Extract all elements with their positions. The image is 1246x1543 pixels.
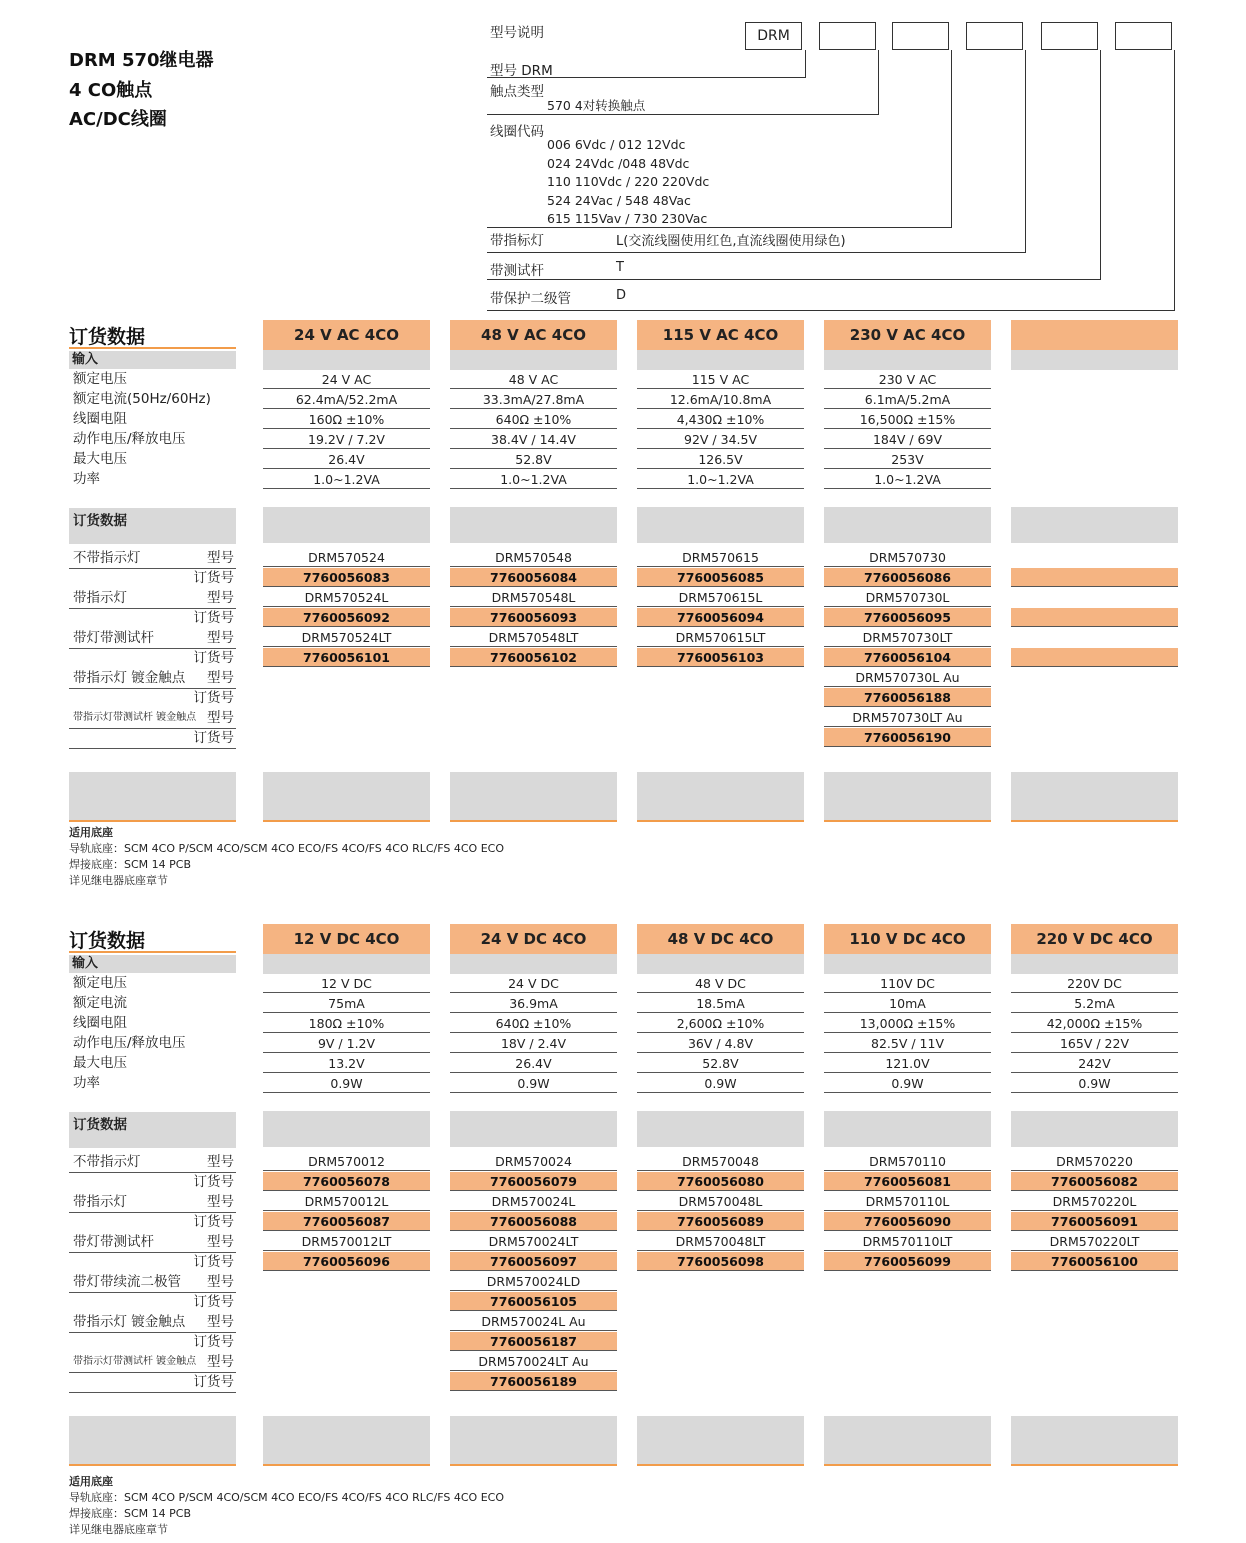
column-subheader bbox=[824, 350, 991, 370]
order-number: 7760056189 bbox=[450, 1372, 617, 1391]
order-number: 7760056097 bbox=[450, 1252, 617, 1271]
param-label: 额定电压 bbox=[73, 975, 127, 991]
coil-code: 024 24Vdc /048 48Vdc bbox=[547, 156, 690, 171]
order-number: 7760056190 bbox=[824, 728, 991, 747]
param-value: 33.3mA/27.8mA bbox=[450, 390, 617, 409]
column-header: 110 V DC 4CO bbox=[824, 924, 991, 954]
param-value: 62.4mA/52.2mA bbox=[263, 390, 430, 409]
param-label: 最大电压 bbox=[73, 451, 127, 467]
type-number: DRM570024 bbox=[450, 1152, 617, 1171]
type-key-led-label: 带指标灯 bbox=[490, 233, 544, 249]
type-number: DRM570024L Au bbox=[450, 1312, 617, 1331]
dc-input-label: 输入 bbox=[69, 955, 236, 973]
param-value: 0.9W bbox=[824, 1074, 991, 1093]
footer-line: 详见继电器底座章节 bbox=[69, 874, 168, 887]
order-number-label: 订货号 bbox=[193, 1214, 234, 1230]
column-subheader bbox=[637, 350, 804, 370]
type-key-test-value: T bbox=[616, 260, 624, 275]
footer-bar bbox=[450, 772, 617, 822]
order-row-type-label bbox=[73, 1352, 234, 1372]
param-value: 26.4V bbox=[450, 1054, 617, 1073]
footer-bar bbox=[824, 772, 991, 822]
type-key-diode-value: D bbox=[616, 288, 627, 303]
column-subheader bbox=[450, 350, 617, 370]
order-number-label: 订货号 bbox=[193, 650, 234, 666]
order-header-bar bbox=[450, 1111, 617, 1147]
footer-bar bbox=[637, 772, 804, 822]
order-header-bar bbox=[637, 507, 804, 543]
type-number: DRM570220L bbox=[1011, 1192, 1178, 1211]
param-value: 9V / 1.2V bbox=[263, 1034, 430, 1053]
type-number: DRM570730LT bbox=[824, 628, 991, 647]
type-number: DRM570048 bbox=[637, 1152, 804, 1171]
order-header-bar bbox=[824, 1111, 991, 1147]
param-label: 额定电流 bbox=[73, 995, 127, 1011]
ac-input-label: 输入 bbox=[69, 351, 236, 369]
type-number: DRM570024LT bbox=[450, 1232, 617, 1251]
param-value: 160Ω ±10% bbox=[263, 410, 430, 429]
dc-footer-bar bbox=[69, 1416, 236, 1466]
param-value: 242V bbox=[1011, 1054, 1178, 1073]
footer-bar bbox=[824, 1416, 991, 1466]
column-subheader bbox=[824, 954, 991, 974]
order-row-order-label bbox=[73, 648, 234, 668]
column-header: 12 V DC 4CO bbox=[263, 924, 430, 954]
param-value: 0.9W bbox=[263, 1074, 430, 1093]
order-number: 7760056092 bbox=[263, 608, 430, 627]
dc-section-title: 订货数据 bbox=[69, 930, 146, 952]
type-key-box-6 bbox=[1115, 22, 1172, 50]
divider bbox=[951, 50, 952, 228]
param-value: 230 V AC bbox=[824, 370, 991, 389]
column-header: 24 V DC 4CO bbox=[450, 924, 617, 954]
type-key-test-label: 带测试杆 bbox=[490, 263, 544, 279]
order-row-order-label bbox=[73, 688, 234, 708]
param-value: 165V / 22V bbox=[1011, 1034, 1178, 1053]
order-number: 7760056081 bbox=[824, 1172, 991, 1191]
column-subheader bbox=[1011, 954, 1178, 974]
order-number: 7760056188 bbox=[824, 688, 991, 707]
type-number: DRM570615L bbox=[637, 588, 804, 607]
param-value: 13,000Ω ±15% bbox=[824, 1014, 991, 1033]
param-value: 640Ω ±10% bbox=[450, 410, 617, 429]
footer-bar bbox=[637, 1416, 804, 1466]
order-header-bar bbox=[263, 507, 430, 543]
order-number-label: 订货号 bbox=[193, 1254, 234, 1270]
divider bbox=[878, 50, 879, 115]
divider bbox=[487, 279, 1101, 280]
order-number: 7760056086 bbox=[824, 568, 991, 587]
order-number-label: 订货号 bbox=[193, 1374, 234, 1390]
order-number: 7760056103 bbox=[637, 648, 804, 667]
order-row-label: 带灯带测试杆 bbox=[73, 1234, 154, 1250]
order-number-empty bbox=[1011, 568, 1178, 587]
footer-bar bbox=[450, 1416, 617, 1466]
divider bbox=[487, 77, 806, 78]
type-number: DRM570048LT bbox=[637, 1232, 804, 1251]
type-number: DRM570524 bbox=[263, 548, 430, 567]
title-line-2: 4 CO触点 bbox=[69, 80, 153, 101]
order-number: 7760056091 bbox=[1011, 1212, 1178, 1231]
type-label: 型号 bbox=[207, 630, 234, 646]
type-number: DRM570024L bbox=[450, 1192, 617, 1211]
footer-line: 详见继电器底座章节 bbox=[69, 1523, 168, 1536]
order-number-label: 订货号 bbox=[193, 570, 234, 586]
order-number: 7760056084 bbox=[450, 568, 617, 587]
param-value: 220V DC bbox=[1011, 974, 1178, 993]
order-number: 7760056095 bbox=[824, 608, 991, 627]
row-separator bbox=[69, 1392, 236, 1393]
order-row-type-label bbox=[73, 548, 234, 568]
order-number-label: 订货号 bbox=[193, 1294, 234, 1310]
param-label: 额定电压 bbox=[73, 371, 127, 387]
order-number: 7760056094 bbox=[637, 608, 804, 627]
type-key-header: 型号说明 bbox=[490, 25, 544, 41]
param-value: 0.9W bbox=[450, 1074, 617, 1093]
param-value: 253V bbox=[824, 450, 991, 469]
order-number: 7760056080 bbox=[637, 1172, 804, 1191]
type-number: DRM570730L Au bbox=[824, 668, 991, 687]
order-row-label: 带指示灯带测试杆 镀金触点 bbox=[73, 712, 197, 723]
title-line-3: AC/DC线圈 bbox=[69, 109, 167, 130]
type-number: DRM570730 bbox=[824, 548, 991, 567]
order-row-order-label bbox=[73, 1252, 234, 1272]
order-number-label: 订货号 bbox=[193, 1174, 234, 1190]
ac-footer-bar bbox=[69, 772, 236, 822]
footer-bar bbox=[1011, 1416, 1178, 1466]
column-subheader bbox=[637, 954, 804, 974]
type-number: DRM570012LT bbox=[263, 1232, 430, 1251]
param-value: 42,000Ω ±15% bbox=[1011, 1014, 1178, 1033]
order-row-type-label bbox=[73, 1312, 234, 1332]
type-label: 型号 bbox=[207, 1314, 234, 1330]
param-value: 0.9W bbox=[1011, 1074, 1178, 1093]
type-key-box-4 bbox=[966, 22, 1023, 50]
order-row-label: 带指示灯 bbox=[73, 1194, 127, 1210]
param-value: 1.0~1.2VA bbox=[450, 470, 617, 489]
order-number: 7760056099 bbox=[824, 1252, 991, 1271]
param-value: 48 V DC bbox=[637, 974, 804, 993]
order-row-type-label bbox=[73, 708, 234, 728]
param-value: 1.0~1.2VA bbox=[824, 470, 991, 489]
divider bbox=[1174, 50, 1175, 311]
ac-footer bbox=[69, 825, 504, 889]
order-number: 7760056079 bbox=[450, 1172, 617, 1191]
type-label: 型号 bbox=[207, 550, 234, 566]
order-number: 7760056090 bbox=[824, 1212, 991, 1231]
param-value: 82.5V / 11V bbox=[824, 1034, 991, 1053]
param-value: 1.0~1.2VA bbox=[263, 470, 430, 489]
order-number: 7760056098 bbox=[637, 1252, 804, 1271]
type-number: DRM570110 bbox=[824, 1152, 991, 1171]
param-value: 48 V AC bbox=[450, 370, 617, 389]
column-subheader bbox=[1011, 350, 1178, 370]
order-number-label: 订货号 bbox=[193, 610, 234, 626]
type-key-contact-label: 触点类型 bbox=[490, 84, 544, 100]
param-value: 75mA bbox=[263, 994, 430, 1013]
order-row-type-label bbox=[73, 1152, 234, 1172]
order-row-order-label bbox=[73, 568, 234, 588]
order-row-order-label bbox=[73, 728, 234, 748]
coil-code: 110 110Vdc / 220 220Vdc bbox=[547, 174, 710, 189]
param-label: 额定电流(50Hz/60Hz) bbox=[73, 391, 211, 407]
type-key-diode-label: 带保护二级管 bbox=[490, 291, 571, 307]
order-row-type-label bbox=[73, 668, 234, 688]
order-number: 7760056187 bbox=[450, 1332, 617, 1351]
param-value: 52.8V bbox=[450, 450, 617, 469]
type-number: DRM570548 bbox=[450, 548, 617, 567]
param-value: 38.4V / 14.4V bbox=[450, 430, 617, 449]
order-row-label: 带指示灯带测试杆 镀金触点 bbox=[73, 1356, 197, 1367]
param-value: 36V / 4.8V bbox=[637, 1034, 804, 1053]
param-value: 13.2V bbox=[263, 1054, 430, 1073]
type-number: DRM570024LT Au bbox=[450, 1352, 617, 1371]
order-number: 7760056104 bbox=[824, 648, 991, 667]
type-label: 型号 bbox=[207, 1154, 234, 1170]
order-number: 7760056102 bbox=[450, 648, 617, 667]
footer-title: 适用底座 bbox=[69, 1475, 113, 1488]
dc-footer bbox=[69, 1474, 504, 1538]
type-number: DRM570110L bbox=[824, 1192, 991, 1211]
order-row-order-label bbox=[73, 608, 234, 628]
type-label: 型号 bbox=[207, 1274, 234, 1290]
column-header: 230 V AC 4CO bbox=[824, 320, 991, 350]
coil-code: 524 24Vac / 548 48Vac bbox=[547, 193, 691, 208]
param-value: 36.9mA bbox=[450, 994, 617, 1013]
type-key-box-5 bbox=[1041, 22, 1098, 50]
param-value: 1.0~1.2VA bbox=[637, 470, 804, 489]
type-number: DRM570615 bbox=[637, 548, 804, 567]
order-number: 7760056101 bbox=[263, 648, 430, 667]
param-value: 18V / 2.4V bbox=[450, 1034, 617, 1053]
type-number: DRM570024LD bbox=[450, 1272, 617, 1291]
param-value: 10mA bbox=[824, 994, 991, 1013]
param-value: 18.5mA bbox=[637, 994, 804, 1013]
param-value: 24 V DC bbox=[450, 974, 617, 993]
divider bbox=[487, 310, 1175, 311]
param-label: 功率 bbox=[73, 471, 100, 487]
param-value: 110V DC bbox=[824, 974, 991, 993]
column-subheader bbox=[450, 954, 617, 974]
footer-line: 焊接底座：SCM 14 PCB bbox=[69, 1507, 192, 1520]
column-header: 48 V AC 4CO bbox=[450, 320, 617, 350]
order-header-bar bbox=[450, 507, 617, 543]
coil-code: 006 6Vdc / 012 12Vdc bbox=[547, 137, 686, 152]
order-row-order-label bbox=[73, 1212, 234, 1232]
order-number: 7760056082 bbox=[1011, 1172, 1178, 1191]
type-key-box-3 bbox=[892, 22, 949, 50]
type-number: DRM570548LT bbox=[450, 628, 617, 647]
type-label: 型号 bbox=[207, 1194, 234, 1210]
order-row-type-label bbox=[73, 588, 234, 608]
order-number: 7760056100 bbox=[1011, 1252, 1178, 1271]
order-row-type-label bbox=[73, 1232, 234, 1252]
footer-bar bbox=[263, 1416, 430, 1466]
section-underline bbox=[69, 347, 236, 349]
order-header-bar bbox=[263, 1111, 430, 1147]
type-key-box-drm: DRM bbox=[745, 22, 802, 50]
param-label: 最大电压 bbox=[73, 1055, 127, 1071]
order-number-label: 订货号 bbox=[193, 1334, 234, 1350]
column-subheader bbox=[263, 954, 430, 974]
column-header: 115 V AC 4CO bbox=[637, 320, 804, 350]
type-number: DRM570524LT bbox=[263, 628, 430, 647]
param-value: 92V / 34.5V bbox=[637, 430, 804, 449]
param-value: 640Ω ±10% bbox=[450, 1014, 617, 1033]
order-row-order-label bbox=[73, 1292, 234, 1312]
type-key-contact-value: 570 4对转换触点 bbox=[547, 98, 646, 113]
param-value: 12.6mA/10.8mA bbox=[637, 390, 804, 409]
param-value: 115 V AC bbox=[637, 370, 804, 389]
type-number: DRM570012L bbox=[263, 1192, 430, 1211]
param-label: 功率 bbox=[73, 1075, 100, 1091]
order-row-label: 不带指示灯 bbox=[73, 550, 141, 566]
footer-bar bbox=[263, 772, 430, 822]
type-number: DRM570524L bbox=[263, 588, 430, 607]
divider bbox=[487, 114, 879, 115]
order-row-label: 带指示灯 镀金触点 bbox=[73, 670, 186, 686]
order-number: 7760056088 bbox=[450, 1212, 617, 1231]
dc-order-header: 订货数据 bbox=[69, 1112, 236, 1148]
type-key-box-2 bbox=[819, 22, 876, 50]
order-row-label: 带指示灯 镀金触点 bbox=[73, 1314, 186, 1330]
type-number: DRM570548L bbox=[450, 588, 617, 607]
footer-bar bbox=[1011, 772, 1178, 822]
order-row-order-label bbox=[73, 1372, 234, 1392]
param-value: 184V / 69V bbox=[824, 430, 991, 449]
order-row-label: 带灯带续流二极管 bbox=[73, 1274, 181, 1290]
param-label: 动作电压/释放电压 bbox=[73, 431, 186, 447]
type-number: DRM570730LT Au bbox=[824, 708, 991, 727]
divider bbox=[1100, 50, 1101, 280]
type-label: 型号 bbox=[207, 1354, 234, 1370]
order-row-label: 带灯带测试杆 bbox=[73, 630, 154, 646]
type-number: DRM570012 bbox=[263, 1152, 430, 1171]
type-key-model: 型号 DRM bbox=[490, 63, 553, 79]
type-label: 型号 bbox=[207, 710, 234, 726]
type-key-led-value: L(交流线圈使用红色,直流线圈使用绿色) bbox=[616, 234, 846, 249]
order-number: 7760056087 bbox=[263, 1212, 430, 1231]
param-value: 2,600Ω ±10% bbox=[637, 1014, 804, 1033]
order-number: 7760056083 bbox=[263, 568, 430, 587]
param-value: 0.9W bbox=[637, 1074, 804, 1093]
order-header-bar bbox=[1011, 1111, 1178, 1147]
type-number: DRM570615LT bbox=[637, 628, 804, 647]
footer-line: 焊接底座：SCM 14 PCB bbox=[69, 858, 192, 871]
type-label: 型号 bbox=[207, 1234, 234, 1250]
order-header-bar bbox=[824, 507, 991, 543]
order-row-type-label bbox=[73, 1192, 234, 1212]
order-number: 7760056089 bbox=[637, 1212, 804, 1231]
section-underline bbox=[69, 951, 236, 953]
coil-code: 615 115Vav / 730 230Vac bbox=[547, 211, 708, 226]
param-value: 180Ω ±10% bbox=[263, 1014, 430, 1033]
order-number-label: 订货号 bbox=[193, 690, 234, 706]
divider bbox=[487, 227, 952, 228]
divider bbox=[805, 50, 806, 78]
type-label: 型号 bbox=[207, 670, 234, 686]
ac-section-title: 订货数据 bbox=[69, 326, 146, 348]
footer-line: 导轨底座：SCM 4CO P/SCM 4CO/SCM 4CO ECO/FS 4CO/FS 4CO RLC/FS 4CO ECO bbox=[69, 842, 504, 855]
param-value: 52.8V bbox=[637, 1054, 804, 1073]
column-header: 24 V AC 4CO bbox=[263, 320, 430, 350]
param-label: 动作电压/释放电压 bbox=[73, 1035, 186, 1051]
order-number: 7760056078 bbox=[263, 1172, 430, 1191]
order-number-empty bbox=[1011, 648, 1178, 667]
param-value: 24 V AC bbox=[263, 370, 430, 389]
type-number: DRM570110LT bbox=[824, 1232, 991, 1251]
row-separator bbox=[69, 748, 236, 749]
param-label: 线圈电阻 bbox=[73, 1015, 127, 1031]
order-number: 7760056093 bbox=[450, 608, 617, 627]
title-line-1: DRM 570继电器 bbox=[69, 50, 214, 71]
type-key-coil-label: 线圈代码 bbox=[490, 124, 544, 140]
type-label: 型号 bbox=[207, 590, 234, 606]
param-value: 126.5V bbox=[637, 450, 804, 469]
param-value: 19.2V / 7.2V bbox=[263, 430, 430, 449]
column-header: 48 V DC 4CO bbox=[637, 924, 804, 954]
param-value: 6.1mA/5.2mA bbox=[824, 390, 991, 409]
footer-line: 导轨底座：SCM 4CO P/SCM 4CO/SCM 4CO ECO/FS 4CO/FS 4CO RLC/FS 4CO ECO bbox=[69, 1491, 504, 1504]
param-value: 5.2mA bbox=[1011, 994, 1178, 1013]
order-number: 7760056096 bbox=[263, 1252, 430, 1271]
order-number: 7760056085 bbox=[637, 568, 804, 587]
type-number: DRM570220LT bbox=[1011, 1232, 1178, 1251]
order-row-type-label bbox=[73, 1272, 234, 1292]
divider bbox=[487, 252, 1026, 253]
order-number-label: 订货号 bbox=[193, 730, 234, 746]
order-row-type-label bbox=[73, 628, 234, 648]
param-value: 121.0V bbox=[824, 1054, 991, 1073]
param-value: 4,430Ω ±10% bbox=[637, 410, 804, 429]
param-value: 16,500Ω ±15% bbox=[824, 410, 991, 429]
type-number: DRM570048L bbox=[637, 1192, 804, 1211]
ac-order-header: 订货数据 bbox=[69, 508, 236, 544]
order-number-empty bbox=[1011, 608, 1178, 627]
order-row-label: 带指示灯 bbox=[73, 590, 127, 606]
param-value: 26.4V bbox=[263, 450, 430, 469]
column-subheader bbox=[263, 350, 430, 370]
column-header: 220 V DC 4CO bbox=[1011, 924, 1178, 954]
type-number: DRM570220 bbox=[1011, 1152, 1178, 1171]
order-header-bar bbox=[1011, 507, 1178, 543]
type-number: DRM570730L bbox=[824, 588, 991, 607]
footer-title: 适用底座 bbox=[69, 826, 113, 839]
divider bbox=[1025, 50, 1026, 253]
order-number: 7760056105 bbox=[450, 1292, 617, 1311]
order-row-order-label bbox=[73, 1332, 234, 1352]
order-row-order-label bbox=[73, 1172, 234, 1192]
param-value: 12 V DC bbox=[263, 974, 430, 993]
order-row-label: 不带指示灯 bbox=[73, 1154, 141, 1170]
param-label: 线圈电阻 bbox=[73, 411, 127, 427]
order-header-bar bbox=[637, 1111, 804, 1147]
column-header bbox=[1011, 320, 1178, 350]
